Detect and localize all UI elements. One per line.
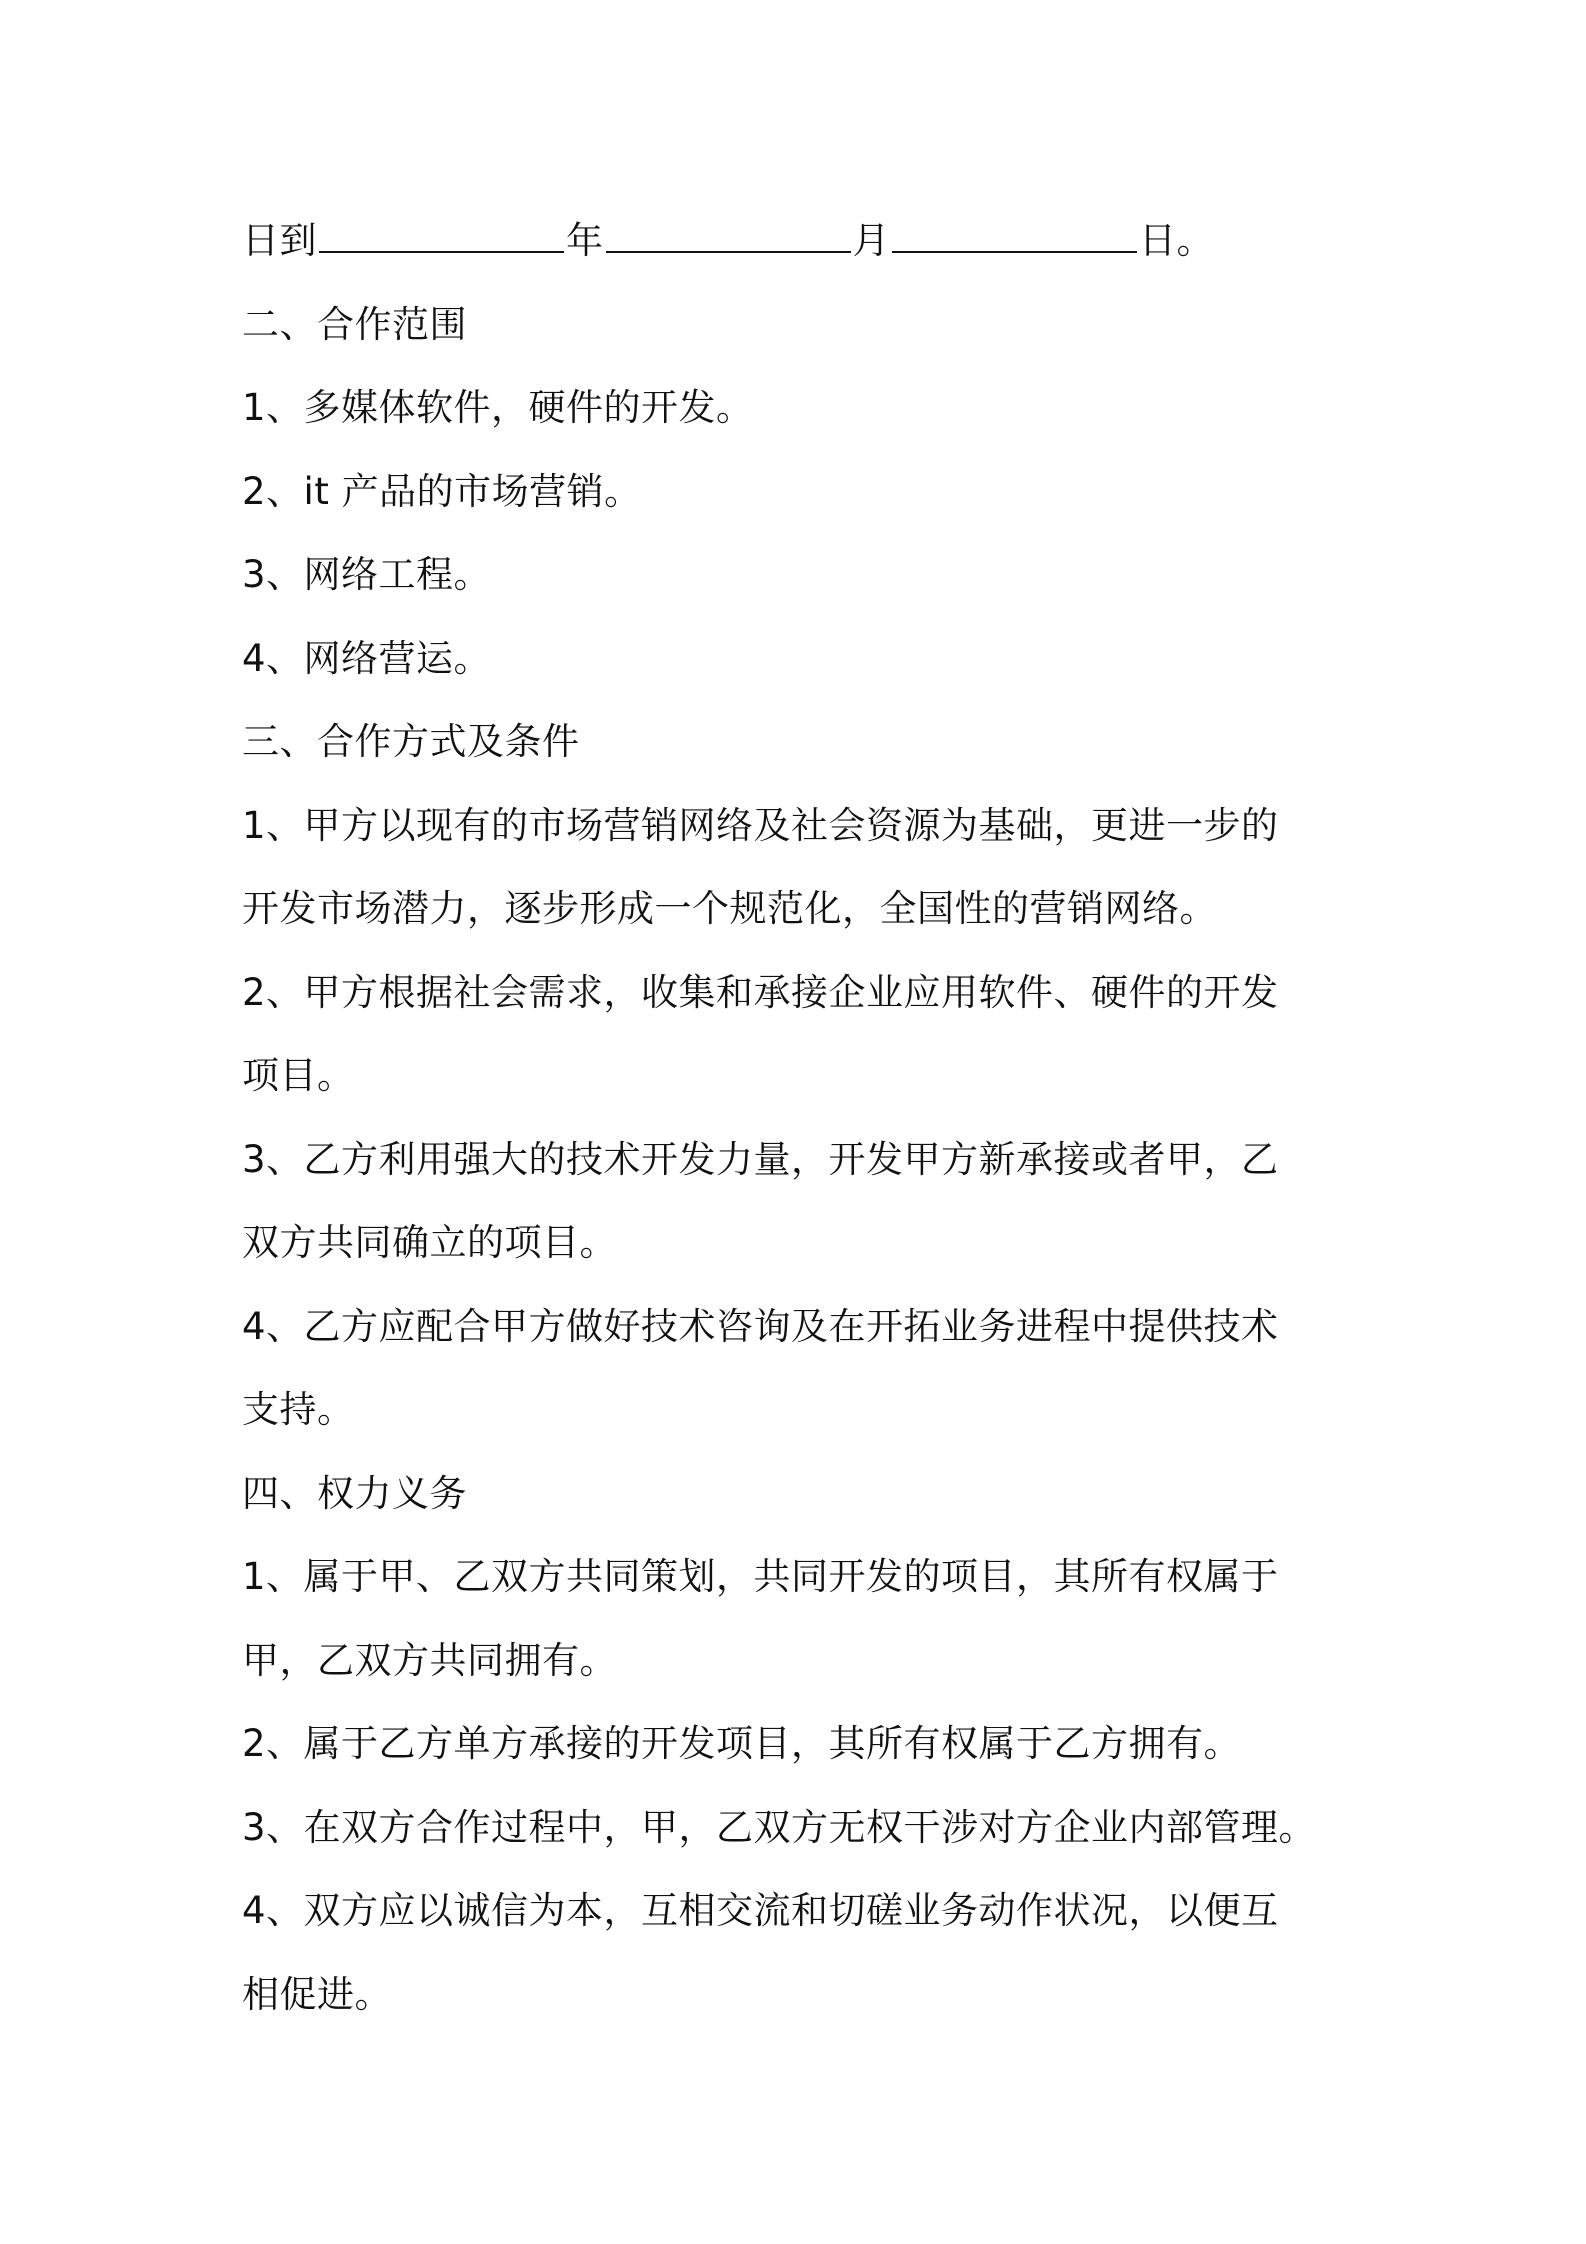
cooperation-line: 1、甲方以现有的市场营销网络及社会资源为基础，更进一步的 bbox=[242, 803, 1279, 847]
section-heading-rights: 四、权力义务 bbox=[242, 1471, 467, 1515]
cooperation-line: 支持。 bbox=[242, 1388, 355, 1431]
rights-line: 甲，乙双方共同拥有。 bbox=[242, 1638, 617, 1682]
day-blank bbox=[892, 211, 1137, 253]
date-line-text-3: 月 bbox=[852, 219, 890, 262]
cooperation-line: 2、甲方根据社会需求，收集和承接企业应用软件、硬件的开发 bbox=[242, 970, 1279, 1014]
month-blank bbox=[606, 211, 851, 253]
date-line-text-2: 年 bbox=[566, 219, 604, 262]
document-body bbox=[242, 199, 1382, 2036]
rights-line: 2、属于乙方单方承接的开发项目，其所有权属于乙方拥有。 bbox=[242, 1722, 1242, 1765]
cooperation-line: 开发市场潜力，逐步形成一个规范化，全国性的营销网络。 bbox=[242, 887, 1217, 930]
section-heading-scope: 二、合作范围 bbox=[242, 302, 467, 346]
cooperation-line: 双方共同确立的项目。 bbox=[242, 1221, 617, 1264]
rights-line: 4、双方应以诚信为本，互相交流和切磋业务动作状况，以便互 bbox=[242, 1889, 1279, 1932]
scope-item: 1、多媒体软件，硬件的开发。 bbox=[242, 386, 754, 429]
rights-line: 相促进。 bbox=[242, 1972, 392, 2016]
cooperation-line: 3、乙方利用强大的技术开发力量，开发甲方新承接或者甲，乙 bbox=[242, 1137, 1279, 1181]
section-heading-cooperation: 三、合作方式及条件 bbox=[242, 720, 580, 763]
date-line-text-1: 日到 bbox=[242, 219, 317, 262]
rights-line: 1、属于甲、乙双方共同策划，共同开发的项目，其所有权属于 bbox=[242, 1555, 1279, 1598]
date-line-text-4: 日。 bbox=[1139, 219, 1214, 262]
scope-item: 3、网络工程。 bbox=[242, 553, 492, 596]
year-blank bbox=[319, 211, 564, 253]
scope-item: 2、it 产品的市场营销。 bbox=[242, 469, 642, 513]
rights-line: 3、在双方合作过程中，甲，乙双方无权干涉对方企业内部管理。 bbox=[242, 1805, 1317, 1849]
scope-item: 4、网络营运。 bbox=[242, 636, 492, 680]
cooperation-line: 4、乙方应配合甲方做好技术咨询及在开拓业务进程中提供技术 bbox=[242, 1304, 1279, 1348]
date-line bbox=[242, 199, 1382, 283]
cooperation-line: 项目。 bbox=[242, 1054, 355, 1097]
